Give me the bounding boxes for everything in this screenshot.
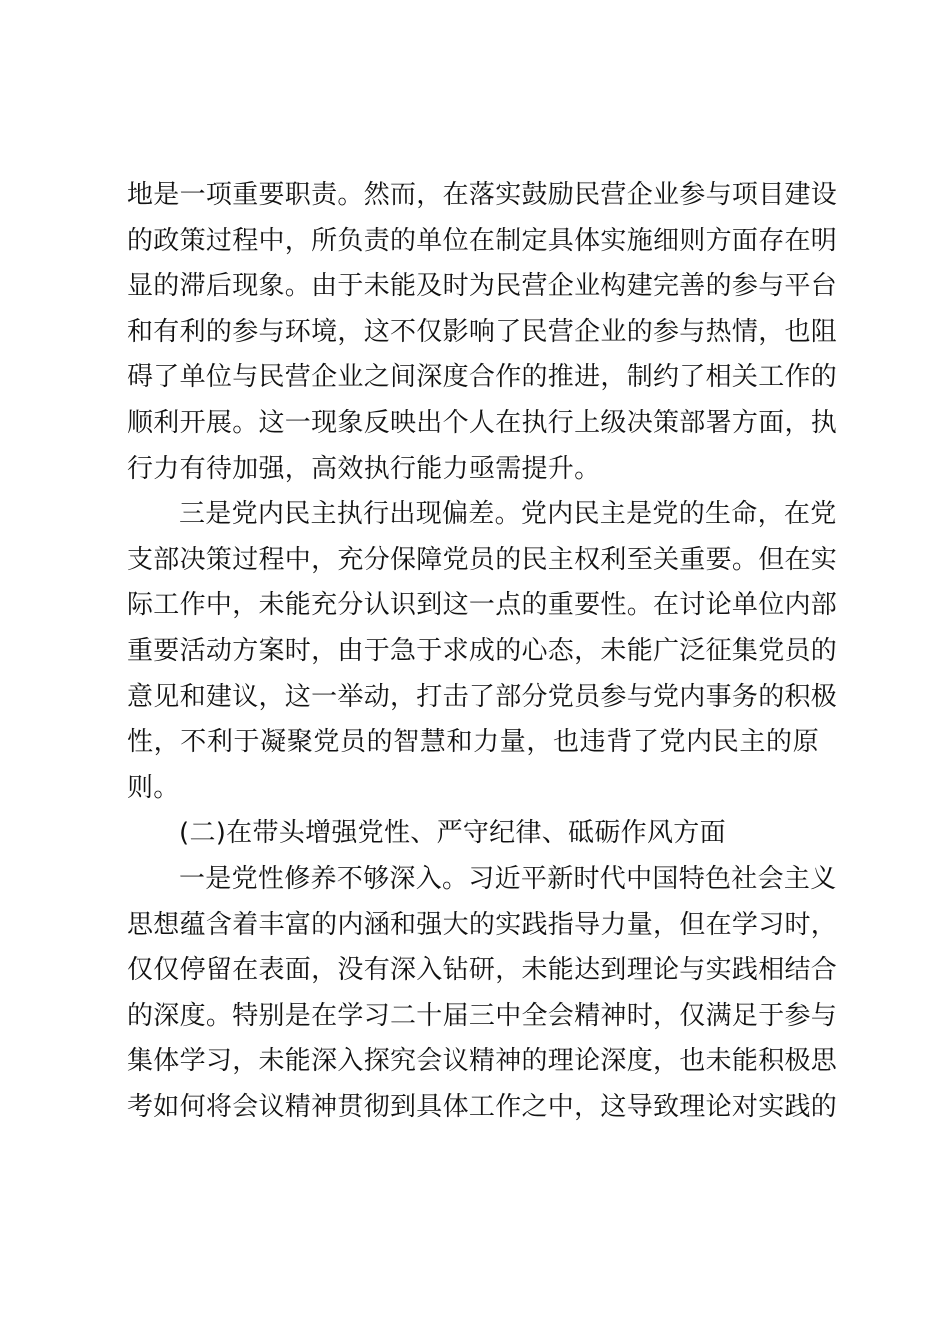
document-body [127,173,838,1130]
text-line: 集体学习，未能深入探究会议精神的理论深度，也未能积极思 [127,1046,838,1077]
text-line: 思想蕴含着丰富的内涵和强大的实践指导力量，但在学习时， [127,909,838,940]
text-line: 仅仅停留在表面，没有深入钻研，未能达到理论与实践相结合 [127,955,838,986]
text-line: 行力有待加强，高效执行能力亟需提升。 [127,453,601,484]
text-line: 则。 [127,772,180,803]
text-line: 性，不利于凝聚党员的智慧和力量，也违背了党内民主的原 [127,727,819,758]
text-line: 际工作中，未能充分认识到这一点的重要性。在讨论单位内部 [127,590,838,621]
text-line: 顺利开展。这一现象反映出个人在执行上级决策部署方面，执 [127,407,838,438]
text-line: 重要活动方案时，由于急于求成的心态，未能广泛征集党员的 [127,635,838,666]
text-line: 支部决策过程中，充分保障党员的民主权利至关重要。但在实 [127,544,838,575]
paragraph-first-line: 三是党内民主执行出现偏差。党内民主是党的生命，在党 [179,499,837,530]
text-line: 考如何将会议精神贯彻到具体工作之中，这导致理论对实践的 [127,1091,838,1122]
text-line: 的深度。特别是在学习二十届三中全会精神时，仅满足于参与 [127,1000,838,1031]
text-line: 和有利的参与环境，这不仅影响了民营企业的参与热情，也阻 [127,316,838,347]
text-line: 显的滞后现象。由于未能及时为民营企业构建完善的参与平台 [127,271,838,302]
text-line: 的政策过程中，所负责的单位在制定具体实施细则方面存在明 [127,225,838,256]
text-line: 意见和建议，这一举动，打击了部分党员参与党内事务的积极 [127,681,838,712]
paragraph-first-line: 一是党性修养不够深入。习近平新时代中国特色社会主义 [179,863,837,894]
section-heading: (二)在带头增强党性、严守纪律、砥砺作风方面 [179,818,726,849]
text-line: 碍了单位与民营企业之间深度合作的推进，制约了相关工作的 [127,362,838,393]
text-line: 地是一项重要职责。然而，在落实鼓励民营企业参与项目建设 [127,180,838,210]
